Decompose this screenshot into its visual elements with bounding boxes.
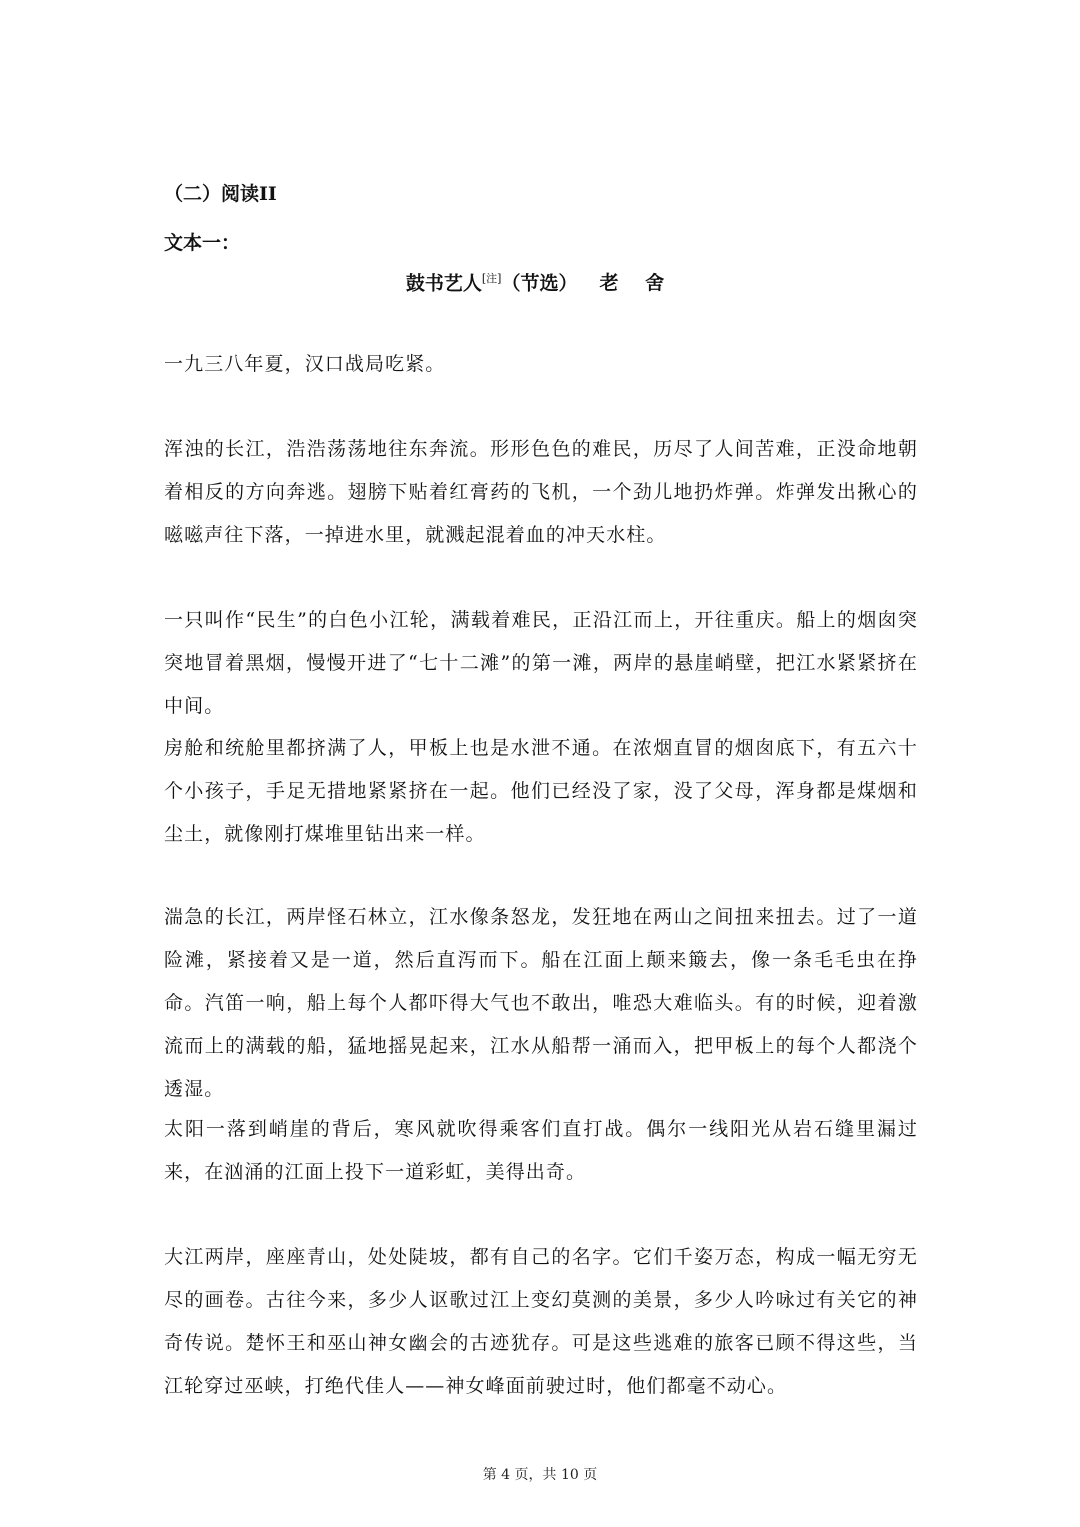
page-footer: 第 4 页，共 10 页 bbox=[482, 1467, 598, 1483]
title-main: 鼓书艺人 bbox=[405, 272, 482, 295]
paragraph: 一九三八年夏，汉口战局吃紧。 bbox=[164, 353, 446, 375]
paragraph: 太阳一落到峭崖的背后，寒风就吹得乘客们直打战。偶尔一线阳光从岩石缝里漏过来，在汹涌的江面上投下一道彩虹，美得出奇。 bbox=[164, 1118, 918, 1183]
paragraph: 浑浊的长江，浩浩荡荡地往东奔流。形形色色的难民，历尽了人间苦难，正没命地朝着相反的方向奔逃。翅膀下贴着红膏药的飞机，一个劲儿地扔炸弹。炸弹发出揪心的嗞嗞声往下落，一掉进水里，就溅起混着血的冲天水柱。 bbox=[164, 438, 918, 546]
text-label: 文本一： bbox=[164, 232, 241, 254]
section-heading: （二）阅读II bbox=[164, 183, 277, 205]
paragraph: 湍急的长江，两岸怪石林立，江水像条怒龙，发狂地在两山之间扭来扭去。过了一道险滩，紧接着又是一道，然后直泻而下。船在江面上颠来簸去，像一条毛毛虫在挣命。汽笛一响，船上每个人都吓得大气也不敢出，唯恐大难临头。有的时候，迎着激流而上的满载的船，猛地摇晃起来，江水从船帮一涌而入，把甲板上的每个人都浇个透湿。 bbox=[164, 906, 918, 1100]
paragraph: 大江两岸，座座青山，处处陡坡，都有自己的名字。它们千姿万态，构成一幅无穷无尽的画卷。古往今来，多少人讴歌过江上变幻莫测的美景，多少人吟咏过有关它的神奇传说。楚怀王和巫山神女幽会的古迹犹存。可是这些逃难的旅客已顾不得这些，当江轮穿过巫峡，打绝代佳人——神女峰面前驶过时，他们都毫不动心。 bbox=[164, 1246, 918, 1397]
paragraph: 房舱和统舱里都挤满了人，甲板上也是水泄不通。在浓烟直冒的烟囱底下，有五六十个小孩子，手足无措地紧紧挤在一起。他们已经没了家，没了父母，浑身都是煤烟和尘土，就像刚打煤堆里钻出来一样。 bbox=[164, 737, 918, 845]
title-suffix: （节选） bbox=[501, 272, 578, 295]
title-note-mark: [注] bbox=[481, 272, 502, 285]
paragraph: 一只叫作“民生”的白色小江轮，满载着难民，正沿江而上，开往重庆。船上的烟囱突突地冒着黑烟，慢慢开进了“七十二滩”的第一滩，两岸的悬崖峭壁，把江水紧紧挤在中间。 bbox=[164, 609, 918, 717]
article-title bbox=[0, 264, 1080, 298]
title-author: 老 舍 bbox=[599, 272, 675, 295]
